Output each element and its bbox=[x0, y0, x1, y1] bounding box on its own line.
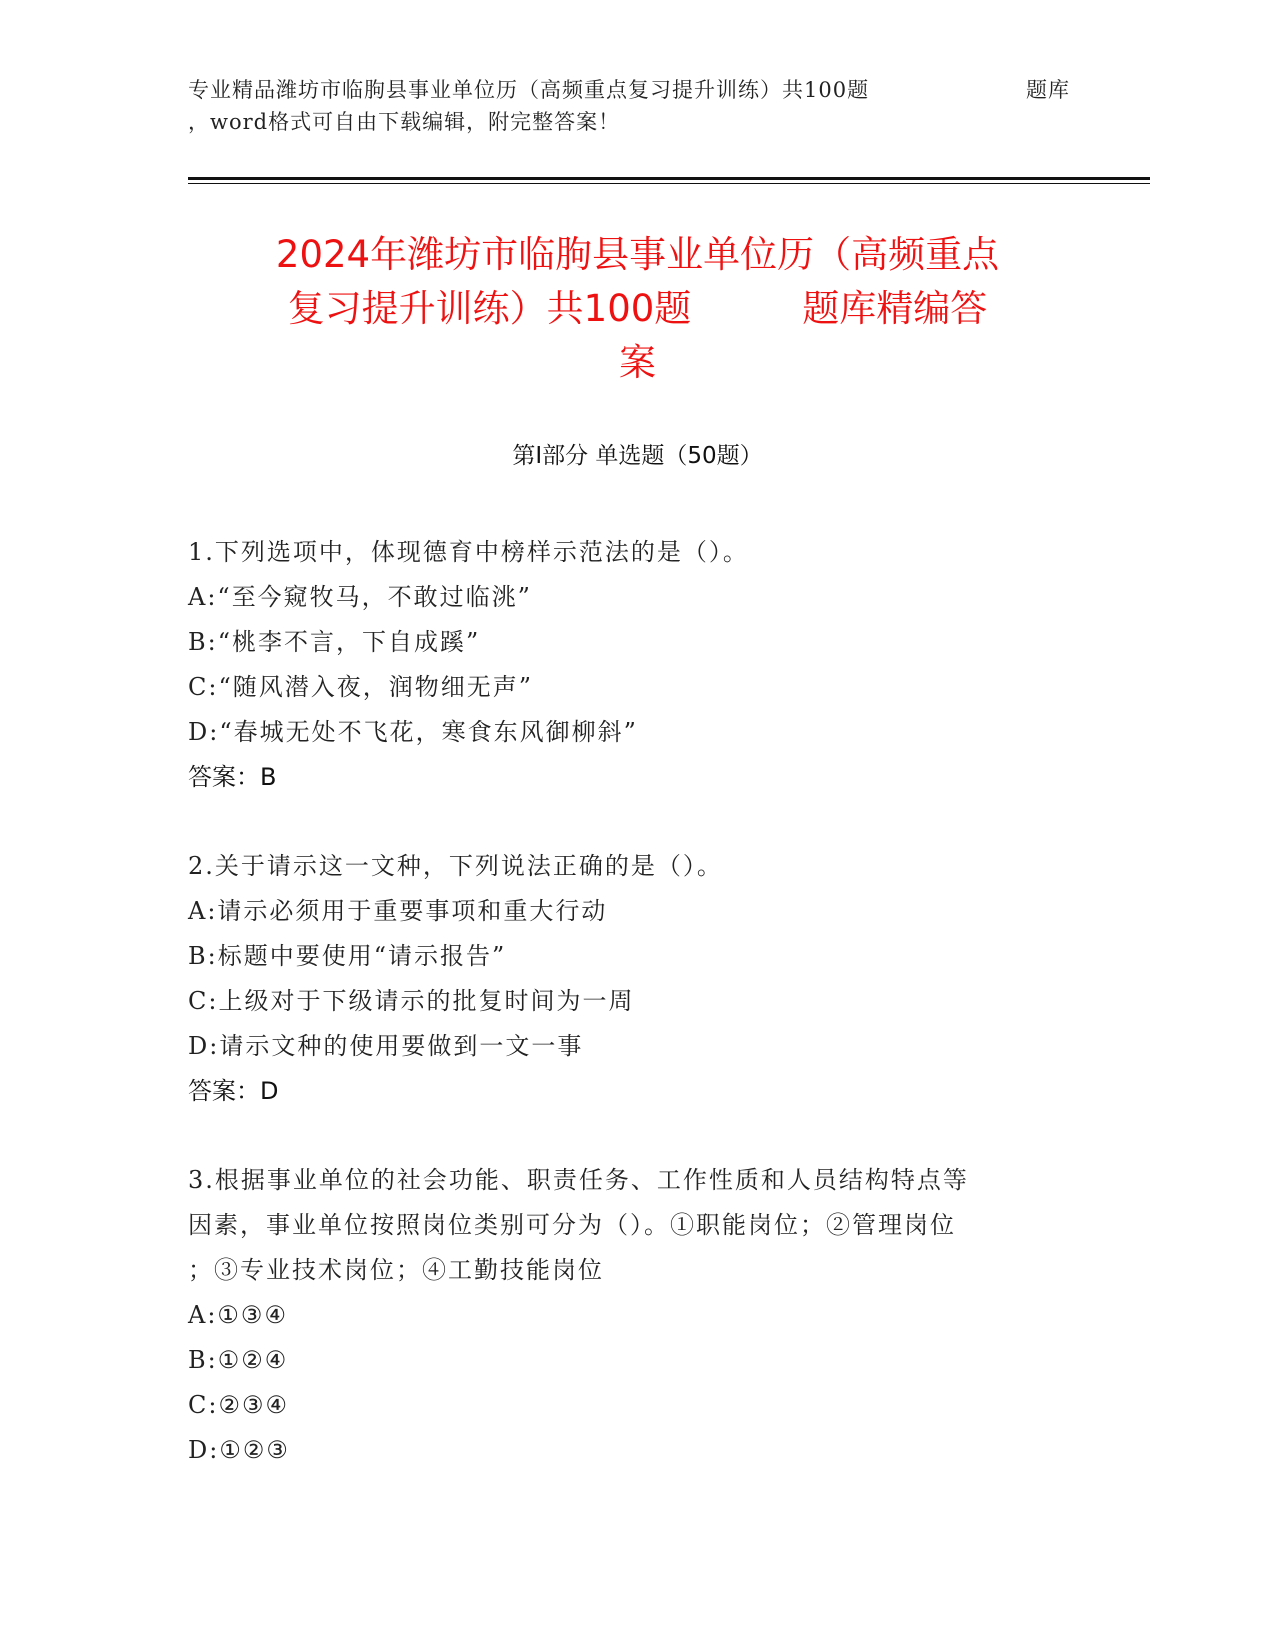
question-stem: 3.根据事业单位的社会功能、职责任务、工作性质和人员结构特点等 bbox=[188, 1166, 969, 1194]
question-option: B:①②④ bbox=[188, 1346, 289, 1374]
question-stem: 因素，事业单位按照岗位类别可分为（）。①职能岗位；②管理岗位 bbox=[188, 1211, 956, 1239]
page-header bbox=[188, 74, 1148, 138]
question-option: D:①②③ bbox=[188, 1436, 290, 1464]
question-answer: 答案：D bbox=[188, 1077, 279, 1105]
question-option: C:上级对于下级请示的批复时间为一周 bbox=[188, 987, 635, 1015]
header-tag: 题库 bbox=[1026, 78, 1070, 102]
header-title: 专业精品潍坊市临朐县事业单位历（高频重点复习提升训练）共100题 bbox=[188, 78, 870, 102]
question-option: D:“春城无处不飞花，寒食东风御柳斜” bbox=[188, 718, 638, 746]
question-option: C:“随风潜入夜，润物细无声” bbox=[188, 673, 533, 701]
header-subtitle: ，word格式可自由下载编辑，附完整答案！ bbox=[188, 110, 621, 134]
question-list bbox=[188, 530, 1088, 1517]
question-item bbox=[188, 530, 1088, 800]
question-option: B:标题中要使用“请示报告” bbox=[188, 942, 507, 970]
document-title bbox=[175, 228, 1100, 390]
question-stem: ；③专业技术岗位；④工勤技能岗位 bbox=[188, 1256, 604, 1284]
title-line-1: 2024年潍坊市临朐县事业单位历（高频重点 bbox=[275, 233, 1000, 276]
header-rule-thin bbox=[188, 183, 1150, 184]
question-option: D:请示文种的使用要做到一文一事 bbox=[188, 1032, 584, 1060]
question-option: A:①③④ bbox=[188, 1301, 288, 1329]
section-heading: 第Ⅰ部分 单选题（50题） bbox=[512, 443, 763, 469]
question-answer: 答案：B bbox=[188, 763, 277, 791]
question-option: B:“桃李不言，下自成蹊” bbox=[188, 628, 481, 656]
question-item bbox=[188, 1158, 1088, 1473]
question-stem: 2.关于请示这一文种，下列说法正确的是（）。 bbox=[188, 852, 723, 880]
question-option: A:请示必须用于重要事项和重大行动 bbox=[188, 897, 608, 925]
question-option: C:②③④ bbox=[188, 1391, 289, 1419]
question-stem: 1.下列选项中，体现德育中榜样示范法的是（）。 bbox=[188, 538, 749, 566]
question-option: A:“至今窥牧马，不敢过临洮” bbox=[188, 583, 532, 611]
title-line-2: 复习提升训练）共100题 题库精编答 bbox=[287, 287, 988, 330]
header-rule-thick bbox=[188, 177, 1150, 180]
title-line-3: 案 bbox=[619, 341, 656, 384]
question-item bbox=[188, 844, 1088, 1114]
